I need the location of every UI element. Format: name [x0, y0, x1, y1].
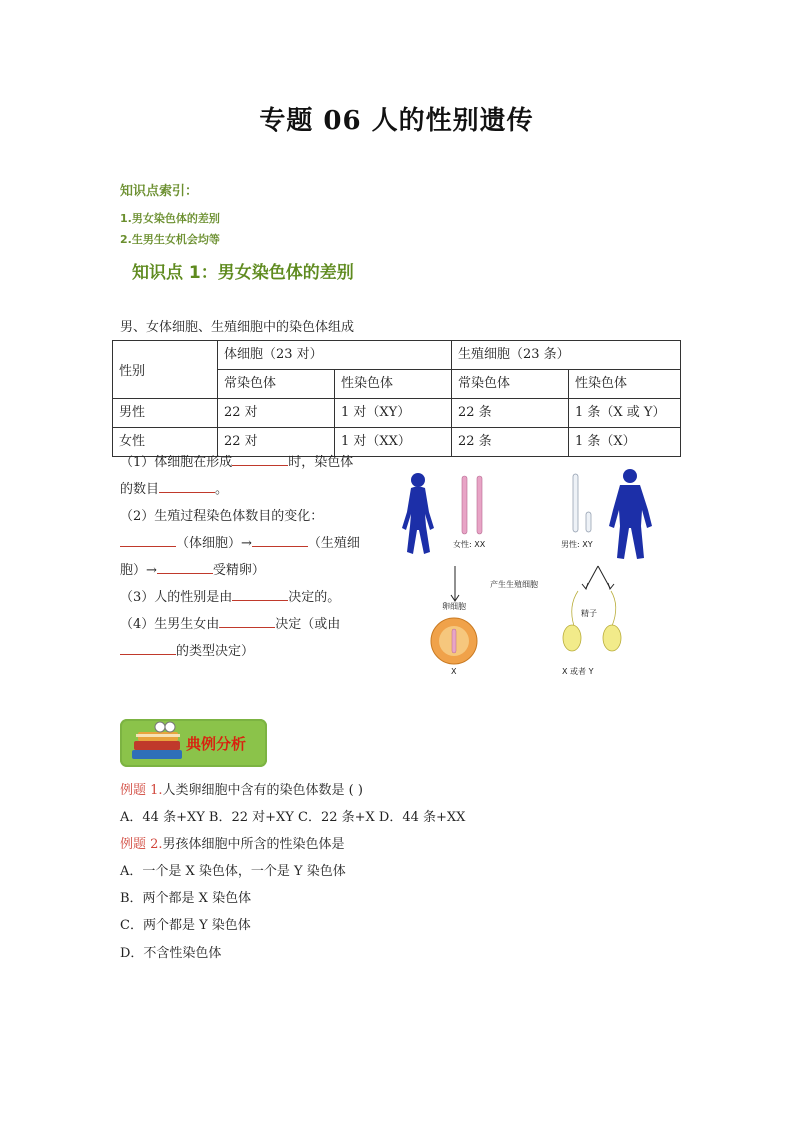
page-title: 专题 06 人的性别遗传: [259, 106, 534, 136]
index-item-2: 2.生男生女机会均等: [120, 233, 220, 246]
option: C．两个都是 Y 染色体: [120, 918, 251, 933]
text: （2）生殖过程染色体数目的变化：: [120, 509, 324, 524]
table-cell: 1 条（X）: [569, 428, 681, 457]
question-4-line-2: [120, 638, 254, 665]
male-figure-icon: [609, 469, 652, 559]
index-item-1: 1.男女染色体的差别: [120, 212, 220, 225]
somatic-header: 体细胞（23 对）: [218, 341, 452, 370]
male-chromosomes-icon: [573, 474, 591, 532]
example-1-options: A．44 条+XY B．22 对+XY C．22 条+X D．44 条+XX: [120, 810, 466, 825]
text: 的类型决定）: [176, 644, 255, 659]
question-3: [120, 584, 340, 611]
table-cell: 女性: [113, 428, 218, 457]
knowledge-point-title: 知识点 1：男女染色体的差别: [132, 263, 354, 283]
sub-header: 常染色体: [218, 370, 335, 399]
table-cell: 1 对（XX）: [335, 428, 452, 457]
text: 胞）→: [120, 563, 157, 578]
books-icon: [126, 720, 188, 766]
text: （4）生男生女由: [120, 617, 220, 632]
question-2-line-3: [120, 557, 265, 584]
text: 决定（或由: [275, 617, 341, 632]
question-1-line-1: [120, 449, 353, 476]
sex-chromosome-diagram: [398, 466, 668, 678]
text: 决定的。: [288, 590, 341, 605]
answer-blank[interactable]: [157, 559, 213, 574]
egg-cell-icon: [431, 618, 477, 664]
sub-header: 性染色体: [569, 370, 681, 399]
sub-header: 性染色体: [335, 370, 452, 399]
text: 受精卵）: [212, 563, 265, 578]
example-1: [120, 779, 363, 798]
text: （1）体细胞在形成: [120, 455, 233, 470]
table-cell: 22 对: [218, 399, 335, 428]
female-figure-icon: [402, 473, 434, 554]
answer-blank[interactable]: [219, 613, 275, 628]
sperm-cell-icon: [563, 591, 621, 651]
table-cell: 男性: [113, 399, 218, 428]
germ-header: 生殖细胞（23 条）: [452, 341, 681, 370]
example-text: 男孩体细胞中所含的性染色体是: [162, 837, 345, 852]
text: 。: [215, 482, 229, 497]
egg-label: 卵细胞: [442, 602, 466, 611]
sperm-label: 精子: [581, 609, 597, 618]
male-label: 男性: XY: [561, 540, 593, 549]
option: D．不含性染色体: [120, 946, 222, 961]
example-label: 例题 2.: [120, 837, 163, 852]
text: （3）人的性别是由: [120, 590, 233, 605]
question-2-line-2: [120, 530, 360, 557]
text: 时，染色体: [288, 455, 354, 470]
example-text: 人类卵细胞中含有的染色体数是 ( ): [162, 783, 363, 798]
female-label: 女性: XX: [453, 540, 486, 549]
example-2: [120, 833, 345, 852]
table-cell: 22 条: [452, 428, 569, 457]
table-cell: 22 对: [218, 428, 335, 457]
index-heading: 知识点索引：: [120, 184, 199, 199]
text: 的数目: [120, 482, 160, 497]
sub-header: 常染色体: [452, 370, 569, 399]
question-1-line-2: [120, 476, 228, 503]
text: （体细胞）→: [176, 536, 252, 551]
option: B．两个都是 X 染色体: [120, 891, 252, 906]
answer-blank[interactable]: [120, 532, 176, 547]
answer-blank[interactable]: [159, 478, 215, 493]
example-label: 例题 1.: [120, 783, 163, 798]
text: （生殖细: [307, 536, 360, 551]
female-chromosomes-icon: [462, 476, 482, 534]
sperm-chrom-label: X 或者 Y: [562, 667, 594, 676]
egg-chrom-label: X: [451, 667, 457, 676]
answer-blank[interactable]: [252, 532, 308, 547]
answer-blank[interactable]: [232, 586, 288, 601]
table-cell: 1 对（XY）: [335, 399, 452, 428]
answer-blank[interactable]: [120, 640, 176, 655]
table-cell: 1 条（X 或 Y）: [569, 399, 681, 428]
table-row: [113, 399, 681, 428]
question-2-line-1: [120, 503, 323, 530]
question-4-line-1: [120, 611, 340, 638]
option: A．一个是 X 染色体，一个是 Y 染色体: [120, 864, 346, 879]
gender-header: 性别: [113, 341, 218, 399]
chromosome-table: [112, 340, 681, 457]
banner-text: 典例分析: [186, 735, 247, 753]
example-analysis-banner: [120, 719, 267, 767]
table-cell: 22 条: [452, 399, 569, 428]
table-caption: 男、女体细胞、生殖细胞中的染色体组成: [120, 320, 355, 335]
process-label: 产生生殖细胞: [490, 580, 538, 589]
answer-blank[interactable]: [232, 451, 288, 466]
